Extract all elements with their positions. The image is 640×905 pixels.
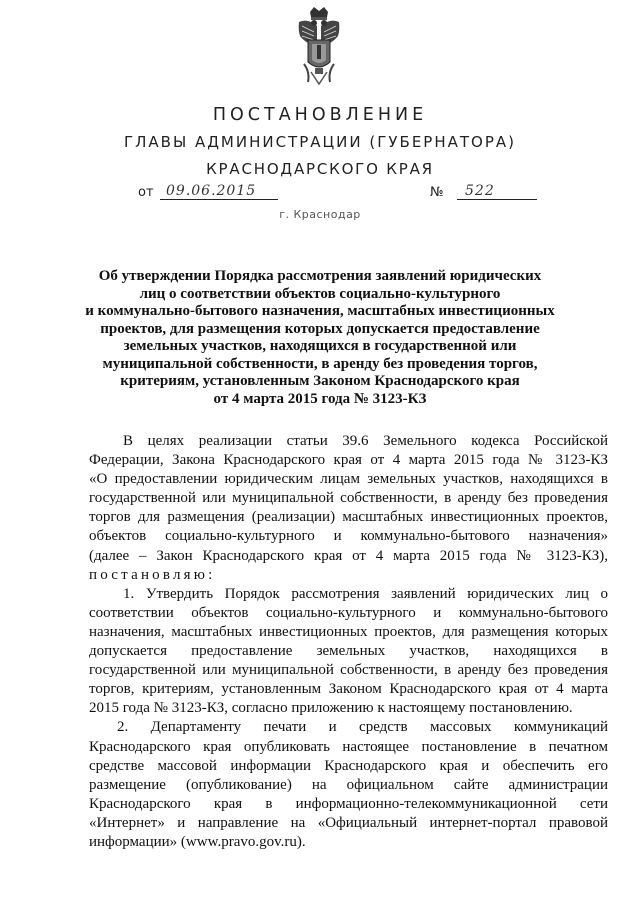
body-line: Краснодарского края в информационно-телекоммуникационной сети [89,795,608,812]
body-line: информации» (www.pravo.gov.ru). [89,833,306,850]
document-title [70,268,570,408]
title-line: критериям, установленным Законом Краснодарского края [120,373,520,389]
issuer-heading: ГЛАВЫ АДМИНИСТРАЦИИ (ГУБЕРНАТОРА) [123,133,517,151]
region-heading: КРАСНОДАРСКОГО КРАЯ [206,160,434,178]
handwritten-number: 522 [457,183,537,200]
title-line: земельных участков, находящихся в государственной или [123,338,517,354]
body-line: государственной или муниципальной собственности, в аренду без проведения [89,662,608,679]
coat-of-arms-emblem [296,6,342,86]
body-line-resolution: постановляю: [89,566,216,583]
title-line: лиц о соответствии объектов социально-культурного [139,285,501,302]
body-line: торгов для размещения (реализации) масштабных инвестиционных проектов, [89,509,608,526]
body-line: «Интернет» и направление на «Официальный интернет-портал правовой [89,814,608,831]
handwritten-date: 09.06.2015 [160,183,278,200]
body-line: соответствии объектов социально-культурного и коммунально-бытового [89,604,608,621]
body-line-item-1: 1. Утвердить Порядок рассмотрения заявлений юридических лиц о [123,585,608,602]
body-line: допускается предоставление земельных участков, находящихся в [89,643,608,660]
date-label: от [138,185,154,200]
title-line: и коммунально-бытового назначения, масштабных инвестиционных [85,303,555,319]
body-line: Федерации, Закона Краснодарского края от 4 марта 2015 года № 3123-КЗ [89,452,608,469]
body-line: (далее – Закон Краснодарского края от 4 марта 2015 года № 3123-КЗ), [89,547,608,564]
body-line: средстве массовой информации Краснодарского края и обеспечить его [89,757,608,774]
number-label: № [430,185,444,200]
body-line: В целях реализации статьи 39.6 Земельного кодекса Российской [123,433,608,449]
body-line: «О предоставлении юридическим лицам земельных участков, находящихся в [89,471,608,488]
title-line: от 4 марта 2015 года № 3123-КЗ [213,390,427,407]
body-line: объектов социально-культурного и коммунально-бытового назначения» [89,528,608,545]
body-line: государственной или муниципальной собственности, в аренду без проведения [89,490,608,507]
body-line: назначения, масштабных инвестиционных проектов, для размещения которых [89,623,608,640]
body-line: размещение (опубликование) на официальном сайте администрации [89,776,608,793]
body-line: Краснодарского края опубликовать настоящее постановление в печатном [89,738,608,755]
title-line: Об утверждении Порядка рассмотрения заявлений юридических [98,268,542,284]
city-label: г. Краснодар [279,208,361,221]
title-line: муниципальной собственности, в аренду без проведения торгов, [102,355,538,372]
body-line: 2015 года № 3123-КЗ, согласно приложению к настоящему постановлению. [89,700,573,717]
body-line-item-2: 2. Департаменту печати и средств массовых коммуникаций [117,719,608,736]
title-line: проектов, для размещения которых допускается предоставление [100,320,540,337]
body-line: торгов, критериям, установленным Законом Краснодарского края от 4 марта [89,681,608,698]
document-type-heading: ПОСТАНОВЛЕНИЕ [212,105,428,125]
document-body [89,432,608,852]
